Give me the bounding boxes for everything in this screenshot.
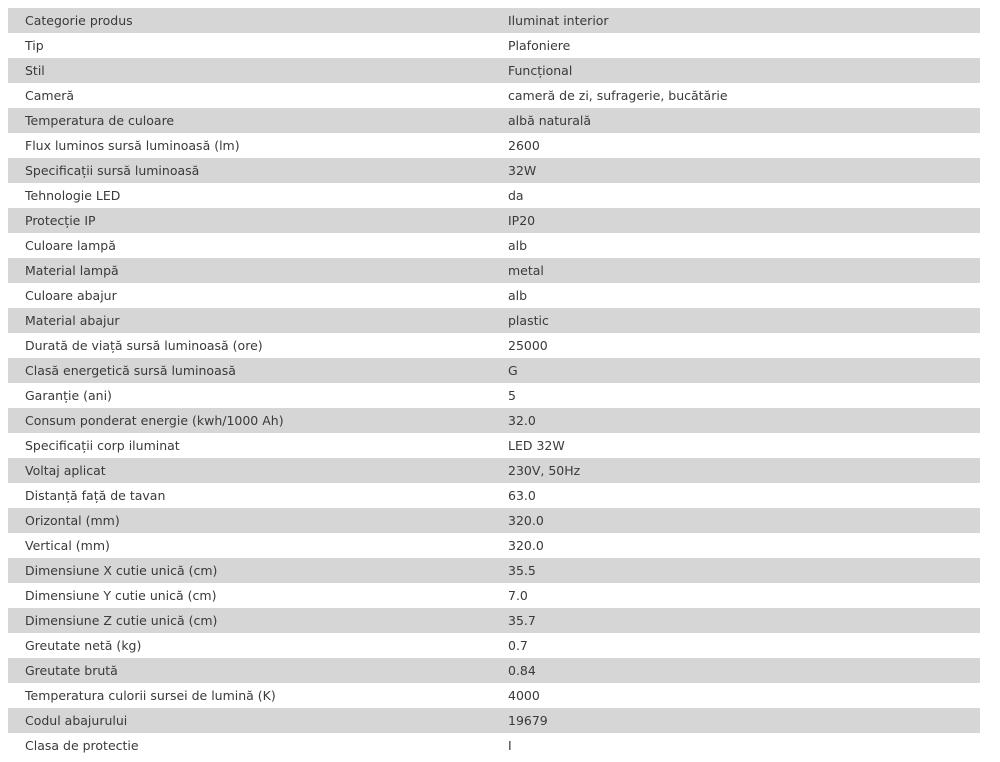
spec-value: metal (492, 258, 980, 283)
spec-label: Cameră (8, 83, 492, 108)
spec-label: Dimensiune Z cutie unică (cm) (8, 608, 492, 633)
spec-row (8, 8, 980, 33)
spec-label: Temperatura de culoare (8, 108, 492, 133)
spec-row (8, 508, 980, 533)
spec-value: alb (492, 233, 980, 258)
spec-row (8, 458, 980, 483)
spec-value: 35.7 (492, 608, 980, 633)
spec-row (8, 83, 980, 108)
spec-label: Consum ponderat energie (kwh/1000 Ah) (8, 408, 492, 433)
product-spec-table (8, 8, 980, 758)
spec-label: Flux luminos sursă luminoasă (lm) (8, 133, 492, 158)
spec-value: albă naturală (492, 108, 980, 133)
spec-label: Material lampă (8, 258, 492, 283)
spec-label: Orizontal (mm) (8, 508, 492, 533)
spec-value: 5 (492, 383, 980, 408)
spec-row (8, 58, 980, 83)
spec-value: LED 32W (492, 433, 980, 458)
spec-row (8, 283, 980, 308)
spec-row (8, 158, 980, 183)
spec-label: Dimensiune X cutie unică (cm) (8, 558, 492, 583)
spec-value: 7.0 (492, 583, 980, 608)
spec-row (8, 683, 980, 708)
spec-label: Protecție IP (8, 208, 492, 233)
spec-value: I (492, 733, 980, 758)
spec-label: Distanță față de tavan (8, 483, 492, 508)
spec-row (8, 633, 980, 658)
spec-label: Specificații corp iluminat (8, 433, 492, 458)
spec-label: Garanție (ani) (8, 383, 492, 408)
spec-row (8, 733, 980, 758)
spec-label: Greutate brută (8, 658, 492, 683)
spec-value: 19679 (492, 708, 980, 733)
spec-label: Stil (8, 58, 492, 83)
spec-value: alb (492, 283, 980, 308)
spec-value: 63.0 (492, 483, 980, 508)
spec-row (8, 608, 980, 633)
spec-label: Codul abajurului (8, 708, 492, 733)
spec-value: Iluminat interior (492, 8, 980, 33)
spec-label: Culoare lampă (8, 233, 492, 258)
spec-value: 0.84 (492, 658, 980, 683)
spec-row (8, 658, 980, 683)
spec-value: 0.7 (492, 633, 980, 658)
spec-value: G (492, 358, 980, 383)
spec-label: Clasa de protectie (8, 733, 492, 758)
spec-value: Plafoniere (492, 33, 980, 58)
spec-row (8, 408, 980, 433)
spec-value: 32.0 (492, 408, 980, 433)
spec-label: Durată de viață sursă luminoasă (ore) (8, 333, 492, 358)
spec-row (8, 433, 980, 458)
spec-label: Tip (8, 33, 492, 58)
spec-table-body (8, 8, 980, 758)
spec-row (8, 483, 980, 508)
spec-value: 35.5 (492, 558, 980, 583)
spec-label: Categorie produs (8, 8, 492, 33)
spec-label: Clasă energetică sursă luminoasă (8, 358, 492, 383)
spec-value: da (492, 183, 980, 208)
spec-label: Material abajur (8, 308, 492, 333)
spec-value: 4000 (492, 683, 980, 708)
spec-label: Specificații sursă luminoasă (8, 158, 492, 183)
spec-row (8, 558, 980, 583)
spec-row (8, 208, 980, 233)
spec-label: Culoare abajur (8, 283, 492, 308)
spec-value: Funcțional (492, 58, 980, 83)
spec-value: 320.0 (492, 508, 980, 533)
spec-value: 32W (492, 158, 980, 183)
spec-row (8, 258, 980, 283)
spec-row (8, 233, 980, 258)
spec-row (8, 708, 980, 733)
spec-label: Vertical (mm) (8, 533, 492, 558)
spec-row (8, 133, 980, 158)
spec-value: 320.0 (492, 533, 980, 558)
spec-label: Voltaj aplicat (8, 458, 492, 483)
spec-value: 230V, 50Hz (492, 458, 980, 483)
spec-label: Tehnologie LED (8, 183, 492, 208)
spec-value: IP20 (492, 208, 980, 233)
spec-row (8, 358, 980, 383)
spec-row (8, 308, 980, 333)
spec-row (8, 333, 980, 358)
spec-value: cameră de zi, sufragerie, bucătărie (492, 83, 980, 108)
spec-row (8, 33, 980, 58)
spec-row (8, 533, 980, 558)
spec-label: Dimensiune Y cutie unică (cm) (8, 583, 492, 608)
spec-value: 25000 (492, 333, 980, 358)
spec-value: 2600 (492, 133, 980, 158)
spec-row (8, 583, 980, 608)
spec-label: Temperatura culorii sursei de lumină (K) (8, 683, 492, 708)
spec-value: plastic (492, 308, 980, 333)
spec-row (8, 108, 980, 133)
spec-row (8, 383, 980, 408)
spec-label: Greutate netă (kg) (8, 633, 492, 658)
spec-row (8, 183, 980, 208)
